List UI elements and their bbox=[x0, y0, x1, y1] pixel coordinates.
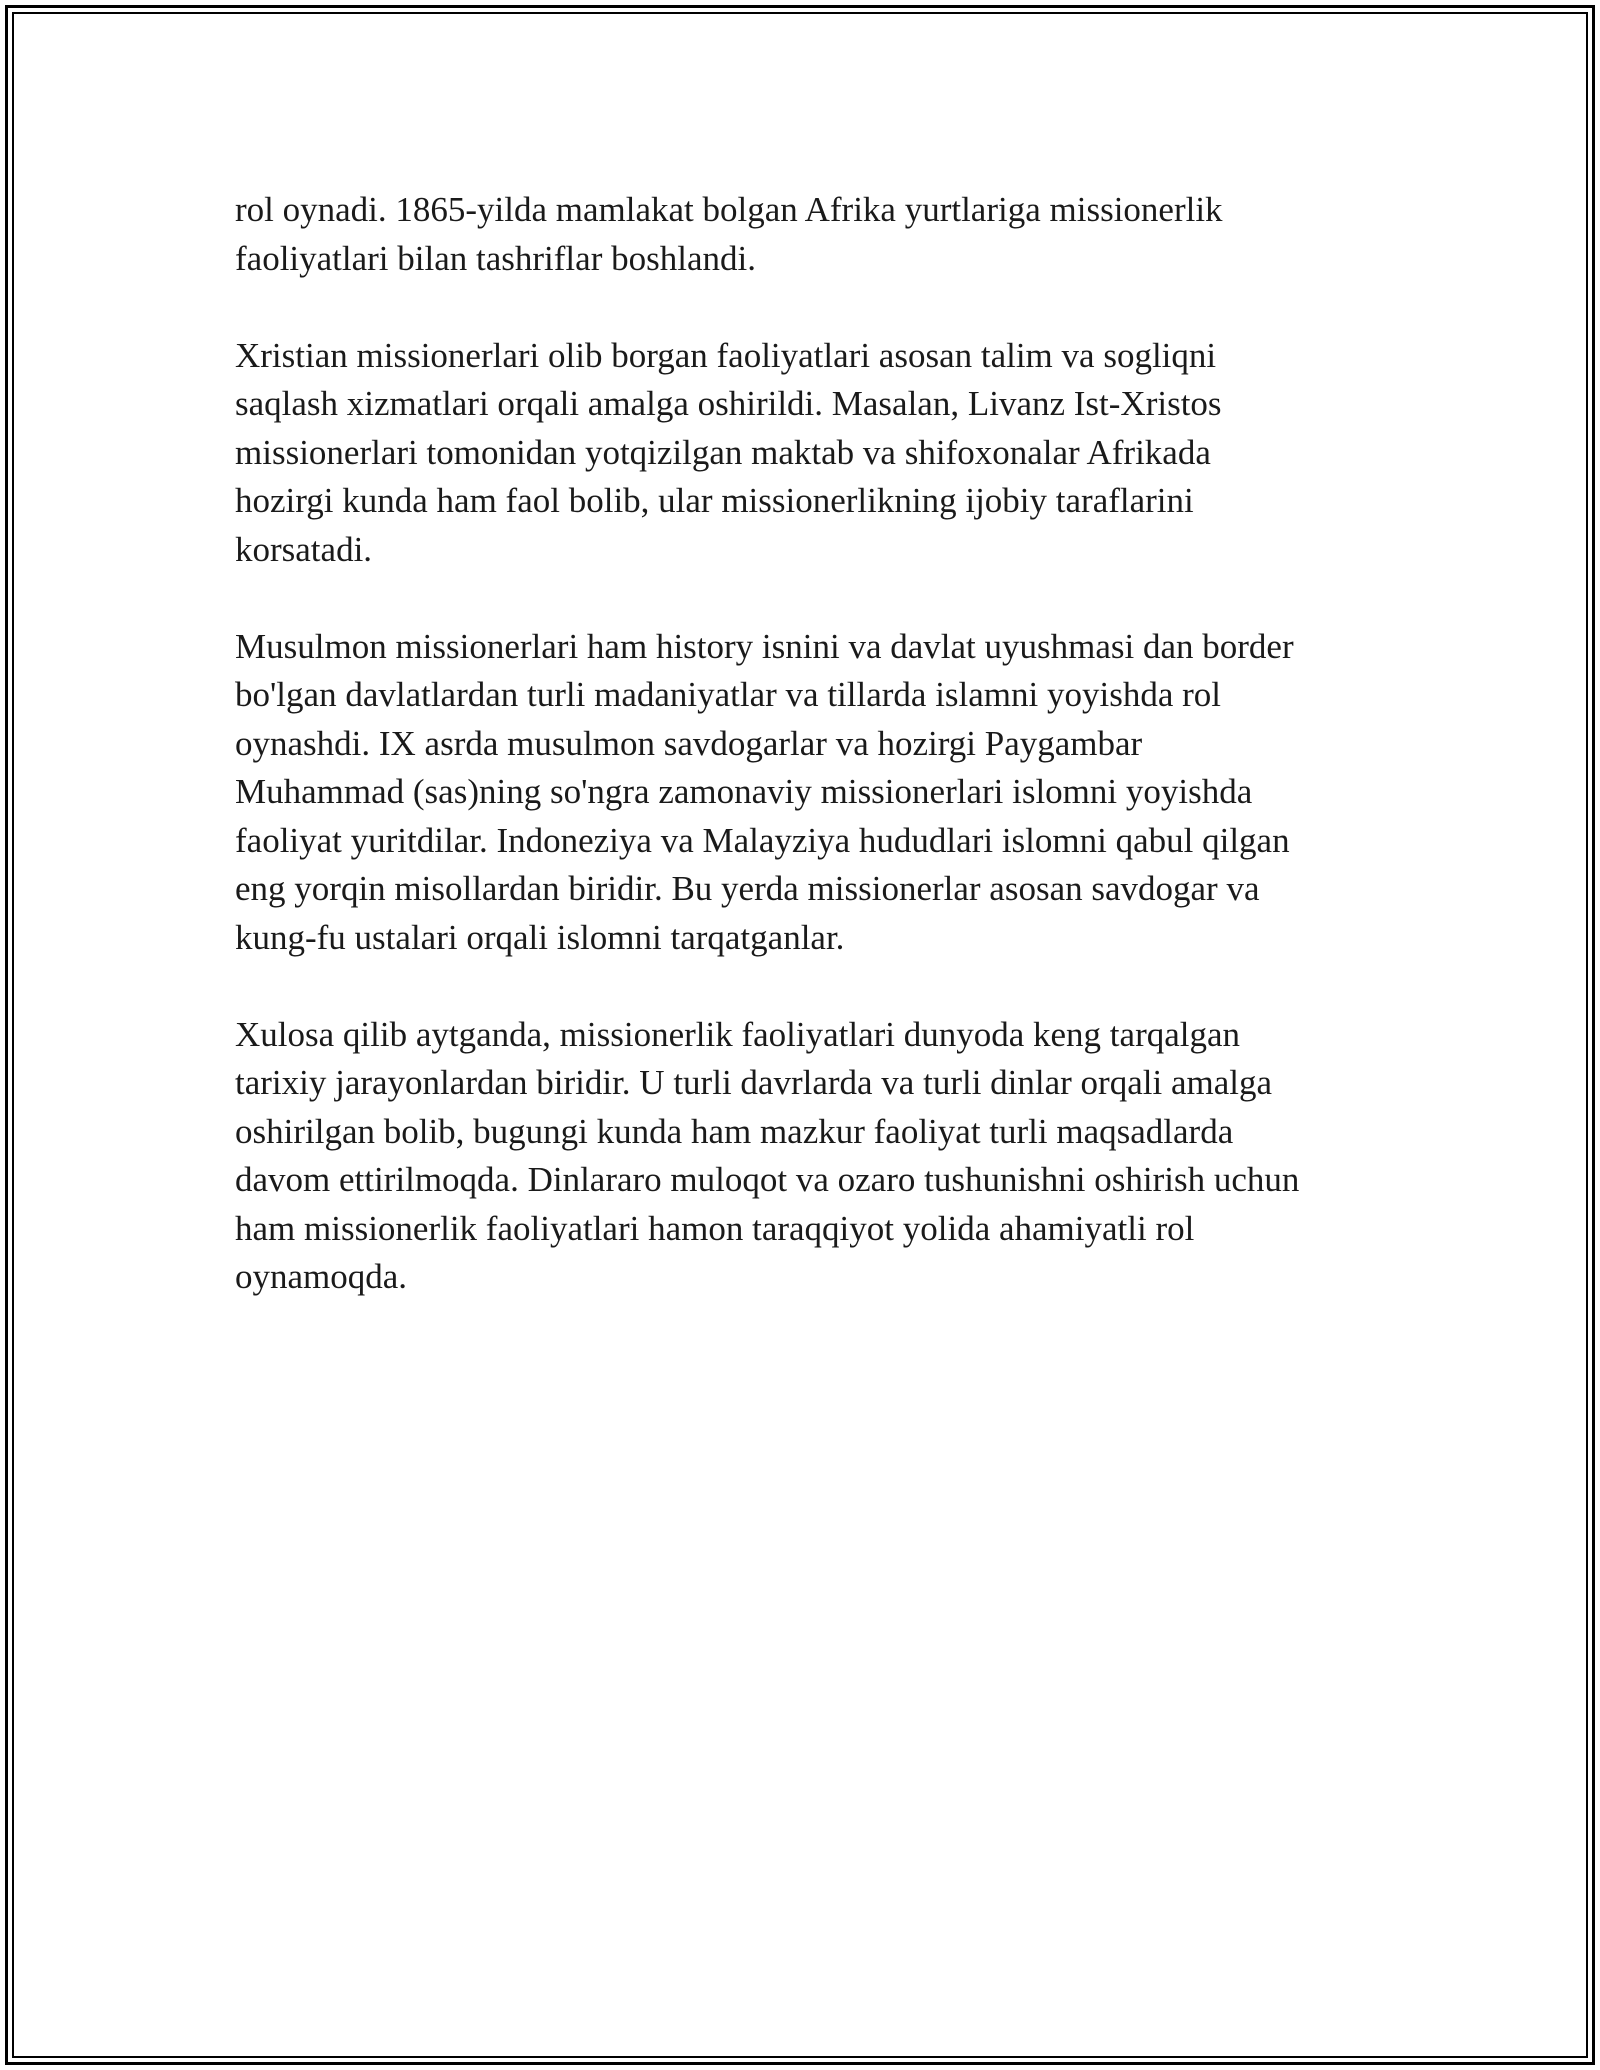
paragraph-conclusion: Xulosa qilib aytganda, missionerlik faoliyatlari dunyoda keng tarqalgan tarixiy jarayonlardan biridir. U turli davrlarda va turli dinlar orqali amalga oshirilgan bolib, bugungi kunda ham mazkur faoliyat turli maqsadlarda davom ettirilmoqda. Dinlararo muloqot va ozaro tushunishni oshirish uchun ham missionerlik faoliyatlari hamon taraqqiyot yolida ahamiyatli rol oynamoqda. bbox=[235, 1014, 1300, 1296]
paragraph-missionary-africa: rol oynadi. 1865-yilda mamlakat bolgan Afrika yurtlariga missionerlik faoliyatlari bilan tashriflar boshlandi. bbox=[235, 190, 1223, 278]
paragraph-muslim-missionaries: Musulmon missionerlari ham history isnini va davlat uyushmasi dan border bo'lgan davlatlardan turli madaniyatlar va tillarda islamni yoyishda rol oynashdi. IX asrda musulmon savdogarlar va hozirgi Paygambar Muhammad (sas)ning so'ngra zamonaviy missionerlari islomni yoyishda faoliyat yuritdilar. Indoneziya va Malayziya hududlari islomni qabul qilgan eng yorqin misollardan biridir. Bu yerda missionerlar asosan savdogar va kung-fu ustalari orqali islomni tarqatganlar. bbox=[235, 626, 1294, 957]
document-body bbox=[235, 186, 1370, 1350]
paragraph-christian-missionaries: Xristian missionerlari olib borgan faoliyatlari asosan talim va sogliqni saqlash xizmatlari orqali amalga oshirildi. Masalan, Livanz Ist-Xristos missionerlari tomonidan yotqizilgan maktab va shifoxonalar Afrikada hozirgi kunda ham faol bolib, ular missionerlikning ijobiy taraflarini korsatadi. bbox=[235, 335, 1222, 569]
